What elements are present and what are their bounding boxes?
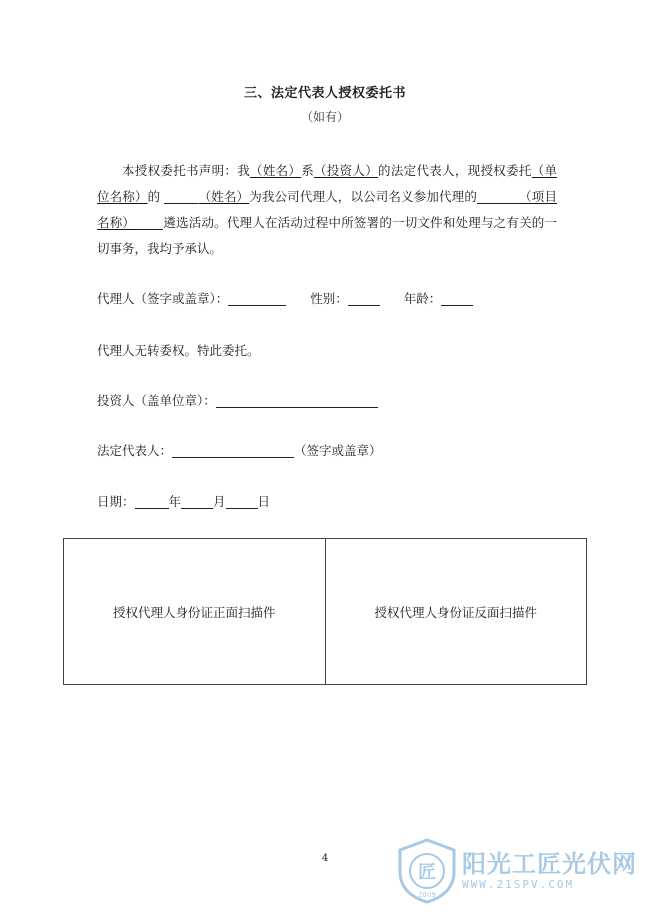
shield-logo-icon <box>396 838 458 904</box>
page-number: 4 <box>321 853 329 864</box>
day-label: 日 <box>257 494 271 509</box>
gender-blank <box>348 291 380 306</box>
logo-character: 匠 <box>418 862 436 883</box>
legal-rep-line <box>97 441 382 459</box>
name-placeholder: （姓名） <box>250 163 302 178</box>
month-label: 月 <box>213 494 226 509</box>
id-back-cell: 授权代理人身份证反面扫描件 <box>325 539 587 684</box>
document-subtitle: （如有） <box>300 110 349 124</box>
agent-signature-blank <box>228 291 286 306</box>
project-blank <box>477 189 519 204</box>
authorization-paragraph <box>97 158 557 262</box>
site-watermark <box>396 838 646 904</box>
date-label: 日期： <box>97 494 135 509</box>
unit-name-placeholder: （单位名称） <box>97 163 557 204</box>
agent-label: 代理人（签字或盖章）： <box>97 291 229 306</box>
month-blank <box>181 494 213 509</box>
investor-seal-blank <box>216 393 378 408</box>
para-text-1: 本授权委托书声明：我 <box>122 163 251 178</box>
legal-rep-label: 法定代表人： <box>97 443 173 458</box>
age-blank <box>441 291 473 306</box>
project-name-placeholder: （项目名称） <box>97 189 557 230</box>
watermark-url: WWW.21SPV.COM <box>462 878 575 891</box>
date-line <box>97 492 270 510</box>
para-text-4: 的 <box>147 189 161 204</box>
legal-rep-suffix: （签字或盖章） <box>294 443 382 458</box>
gender-label: 性别： <box>310 291 348 306</box>
legal-rep-blank <box>172 443 294 458</box>
agent-line <box>97 289 473 307</box>
id-card-scan-table <box>63 538 587 685</box>
no-transfer-statement: 代理人无转委权。特此委托。 <box>97 343 260 358</box>
investor-label: 投资人（盖单位章）： <box>97 393 216 408</box>
year-blank <box>135 494 169 509</box>
document-title: 三、法定代表人授权委托书 <box>243 86 406 101</box>
age-label: 年龄： <box>403 291 442 306</box>
investor-line <box>97 391 378 409</box>
project-blank-2 <box>135 215 163 230</box>
day-blank <box>226 494 258 509</box>
investor-placeholder: （投资人） <box>314 163 379 178</box>
logo-year: 2009 <box>418 891 436 899</box>
watermark-brand: 阳光工匠光伏网 <box>462 850 637 878</box>
agent-name-placeholder: （姓名） <box>198 189 250 204</box>
para-text-5: 为我公司代理人，以公司名义参加代理的 <box>249 189 477 204</box>
para-text-2: 系 <box>301 163 315 178</box>
id-front-cell: 授权代理人身份证正面扫描件 <box>112 604 276 620</box>
para-text-6: 遴选活动。代理人在活动过程中所签署的一切文件和处理与之有关的一切事务，我均予承认。 <box>97 215 557 256</box>
year-label: 年 <box>168 494 182 509</box>
para-text-3: 的法定代表人，现授权委托 <box>378 163 532 178</box>
agent-name-blank <box>164 189 198 204</box>
